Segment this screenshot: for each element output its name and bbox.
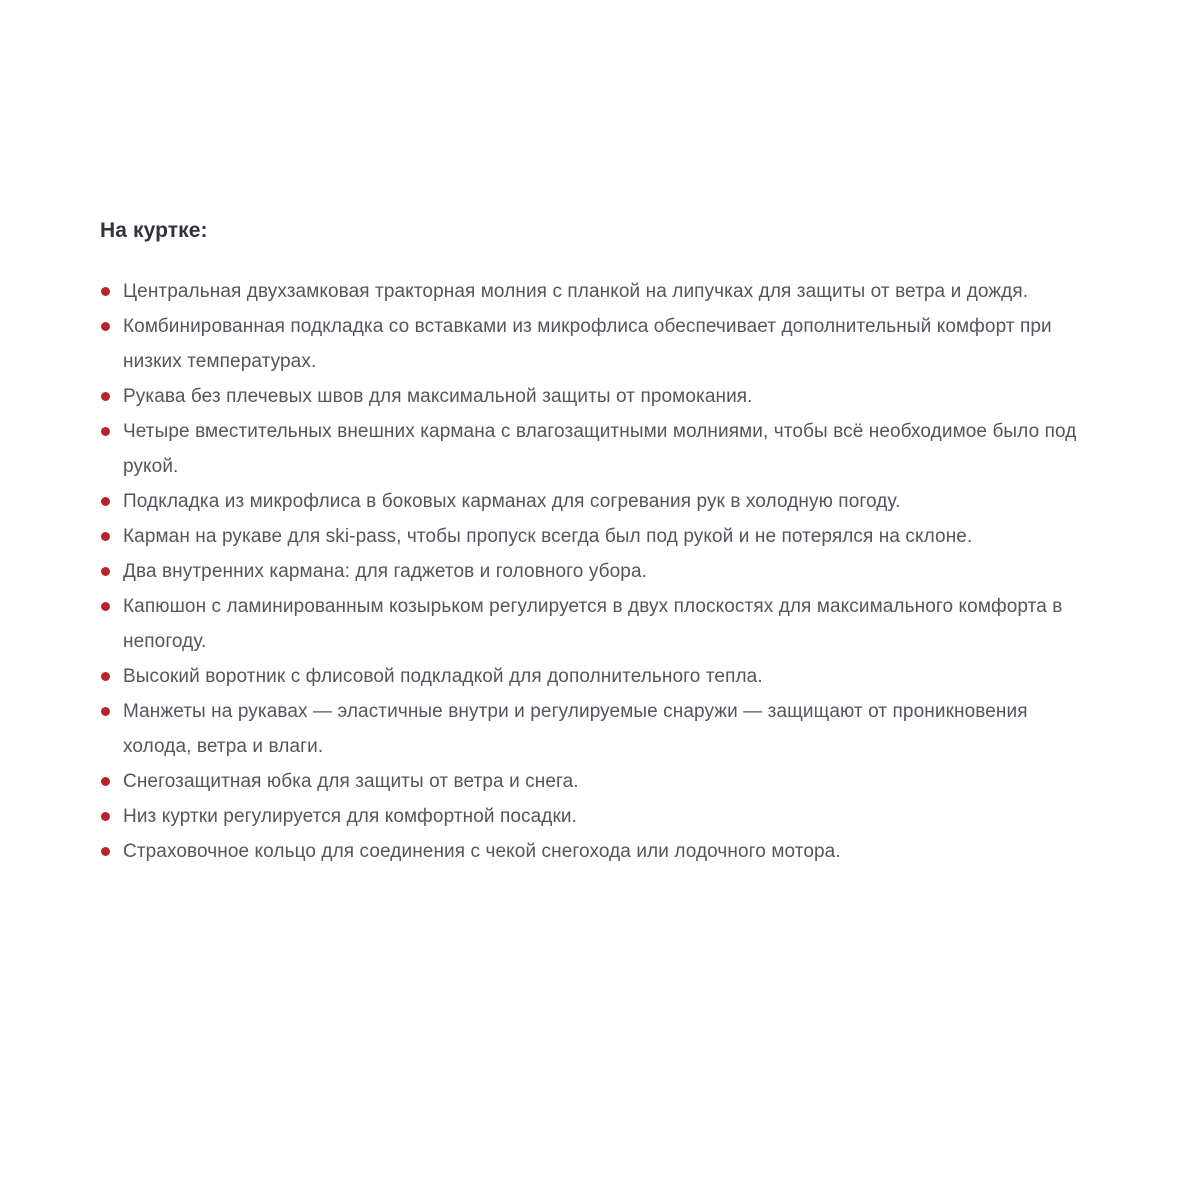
bullet-icon bbox=[101, 392, 110, 401]
bullet-icon bbox=[101, 602, 110, 611]
list-item bbox=[100, 309, 1085, 379]
list-item bbox=[100, 799, 1085, 834]
list-item-text: Высокий воротник с флисовой подкладкой для дополнительного тепла. bbox=[123, 666, 763, 688]
description-section bbox=[100, 218, 1100, 869]
list-item-text: Капюшон с ламинированным козырьком регулируется в двух плоскостях для максимального комфорта в непогоду. bbox=[123, 596, 1063, 653]
bullet-icon bbox=[101, 707, 110, 716]
list-item-text: Четыре вместительных внешних кармана с влагозащитными молниями, чтобы всё необходимое было под рукой. bbox=[123, 421, 1077, 478]
list-item-text: Снегозащитная юбка для защиты от ветра и снега. bbox=[123, 771, 579, 793]
list-item-text: Комбинированная подкладка со вставками из микрофлиса обеспечивает дополнительный комфорт при низких температурах. bbox=[123, 316, 1052, 373]
list-item bbox=[100, 379, 1085, 414]
bullet-icon bbox=[101, 532, 110, 541]
feature-list bbox=[100, 274, 1085, 869]
bullet-icon bbox=[101, 672, 110, 681]
list-item bbox=[100, 274, 1085, 309]
list-item-text: Низ куртки регулируется для комфортной посадки. bbox=[123, 806, 577, 828]
list-item-text: Центральная двухзамковая тракторная молния с планкой на липучках для защиты от ветра и дождя. bbox=[123, 281, 1029, 303]
list-item-text: Подкладка из микрофлиса в боковых карманах для согревания рук в холодную погоду. bbox=[123, 491, 901, 513]
section-heading: На куртке: bbox=[100, 219, 208, 242]
list-item-text: Два внутренних кармана: для гаджетов и головного убора. bbox=[123, 561, 647, 583]
list-item bbox=[100, 484, 1085, 519]
list-item-text: Карман на рукаве для ski-pass, чтобы пропуск всегда был под рукой и не потерялся на склоне. bbox=[123, 526, 973, 548]
bullet-icon bbox=[101, 777, 110, 786]
bullet-icon bbox=[101, 812, 110, 821]
list-item-text: Манжеты на рукавах — эластичные внутри и регулируемые снаружи — защищают от проникновения холода, ветра и влаги. bbox=[123, 701, 1028, 758]
list-item-text: Страховочное кольцо для соединения с чекой снегохода или лодочного мотора. bbox=[123, 841, 841, 863]
bullet-icon bbox=[101, 427, 110, 436]
list-item bbox=[100, 414, 1085, 484]
bullet-icon bbox=[101, 847, 110, 856]
bullet-icon bbox=[101, 287, 110, 296]
list-item bbox=[100, 589, 1085, 659]
list-item bbox=[100, 694, 1085, 764]
list-item bbox=[100, 659, 1085, 694]
list-item bbox=[100, 554, 1085, 589]
list-item bbox=[100, 519, 1085, 554]
bullet-icon bbox=[101, 322, 110, 331]
list-item bbox=[100, 764, 1085, 799]
list-item-text: Рукава без плечевых швов для максимальной защиты от промокания. bbox=[123, 386, 753, 408]
bullet-icon bbox=[101, 567, 110, 576]
bullet-icon bbox=[101, 497, 110, 506]
list-item bbox=[100, 834, 1085, 869]
